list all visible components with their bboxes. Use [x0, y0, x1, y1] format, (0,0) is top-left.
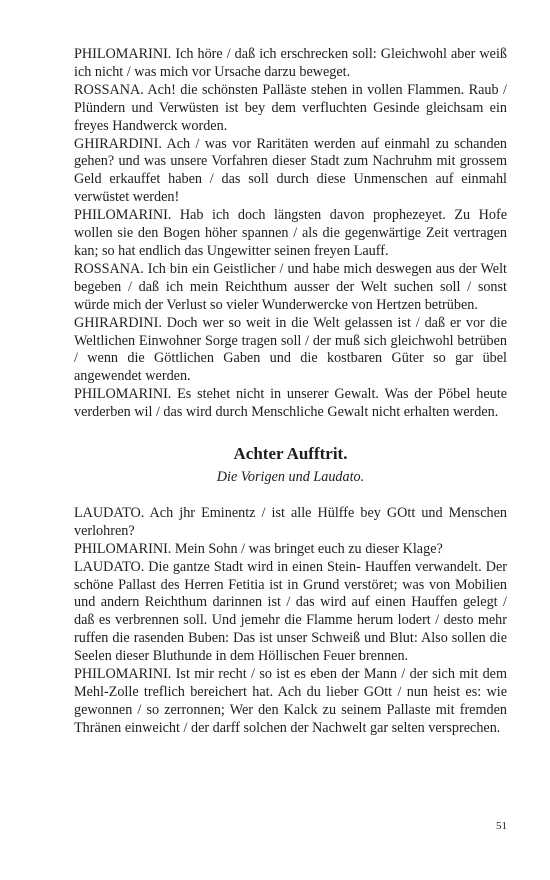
dialogue-paragraph: PHILOMARINI. Ist mir recht / so ist es eben der Mann / der sich mit dem Mehl-Zolle treflich bereichert hat. Ach du lieber GOtt / nun heist es: wie gewonnen / so zerronnen; Wer den Kalck zu seinem Pallaste mit fremden Thränen einweicht / der darff solchen der Nachwelt gar selten versprechen. — [74, 666, 507, 736]
page-number: 51 — [496, 820, 507, 832]
dialogue-paragraph: ROSSANA. Ach! die schönsten Palläste stehen in vollen Flammen. Raub / Plündern und Verwüsten ist bey dem verfluchten Gesinde gleichsam ein freyes Handwerck worden. — [74, 81, 507, 134]
dialogue-paragraph: GHIRARDINI. Ach / was vor Raritäten werden auf einmahl zu schanden gehen? und was unsere Vorfahren dieser Stadt zum Nachruhm mit grossem Geld erkauffet haben / das soll durch diese Unmenschen auf einmahl verwüstet werden! — [74, 135, 507, 206]
dialogue-paragraph: GHIRARDINI. Doch wer so weit in die Welt gelassen ist / daß er vor die Weltlichen Einwohner Sorge tragen soll / der muß sich gleichwohl betrüben / wenn die Göttlichen Gaben und die kostbaren Güter so gar übel angewendet werden. — [74, 314, 507, 385]
scene-subheading: Die Vorigen und Laudato. — [216, 469, 365, 486]
dialogue-paragraph: PHILOMARINI. Ich höre / daß ich erschrecken soll: Gleichwohl aber weiß ich nicht / was mich vor Ursache darzu beweget. — [74, 46, 507, 80]
dialogue-block-before — [74, 46, 507, 422]
scene-heading: Achter Aufftrit. — [233, 444, 348, 464]
dialogue-paragraph: PHILOMARINI. Es stehet nicht in unserer Gewalt. Was der Pöbel heute verderben wil / das wird durch Menschliche Gewalt nicht erhalten werden. — [74, 386, 507, 421]
dialogue-block-after — [74, 505, 507, 738]
dialogue-paragraph: PHILOMARINI. Mein Sohn / was bringet euch zu dieser Klage? — [74, 540, 443, 557]
dialogue-paragraph: ROSSANA. Ich bin ein Geistlicher / und habe mich deswegen aus der Welt begeben / daß ich mein Reichthum ausser der Welt suchen soll / sonst würde mich der Verlust so vieler Wunderwercke von Hertzen betrüben. — [74, 260, 507, 313]
dialogue-paragraph: LAUDATO. Ach jhr Eminentz / ist alle Hülffe bey GOtt und Menschen verlohren? — [74, 504, 507, 539]
dialogue-paragraph: PHILOMARINI. Hab ich doch längsten davon prophezeyet. Zu Hofe wollen sie den Bogen höher spannen / als die gegenwärtige Zeit vertragen kan; so hat endlich das Ungewitter seinen freyen Lauff. — [74, 207, 507, 259]
dialogue-paragraph: LAUDATO. Die gantze Stadt wird in einen Stein- Hauffen verwandelt. Der schöne Pallast des Herren Fetitia ist in Grund verstöret; was von Mobilien und andern Reichthum darinnen ist / das wird auf einen Hauffen gelegt / daß es verbrennen soll. Und jemehr die Flamme herum lodert / desto mehr ruffen die rasenden Buben: Das ist unser Schweiß und Blut: Also sollen die Seelen dieser Bluthunde in dem Höllischen Feuer brennen. — [74, 558, 507, 665]
book-page — [74, 46, 507, 738]
